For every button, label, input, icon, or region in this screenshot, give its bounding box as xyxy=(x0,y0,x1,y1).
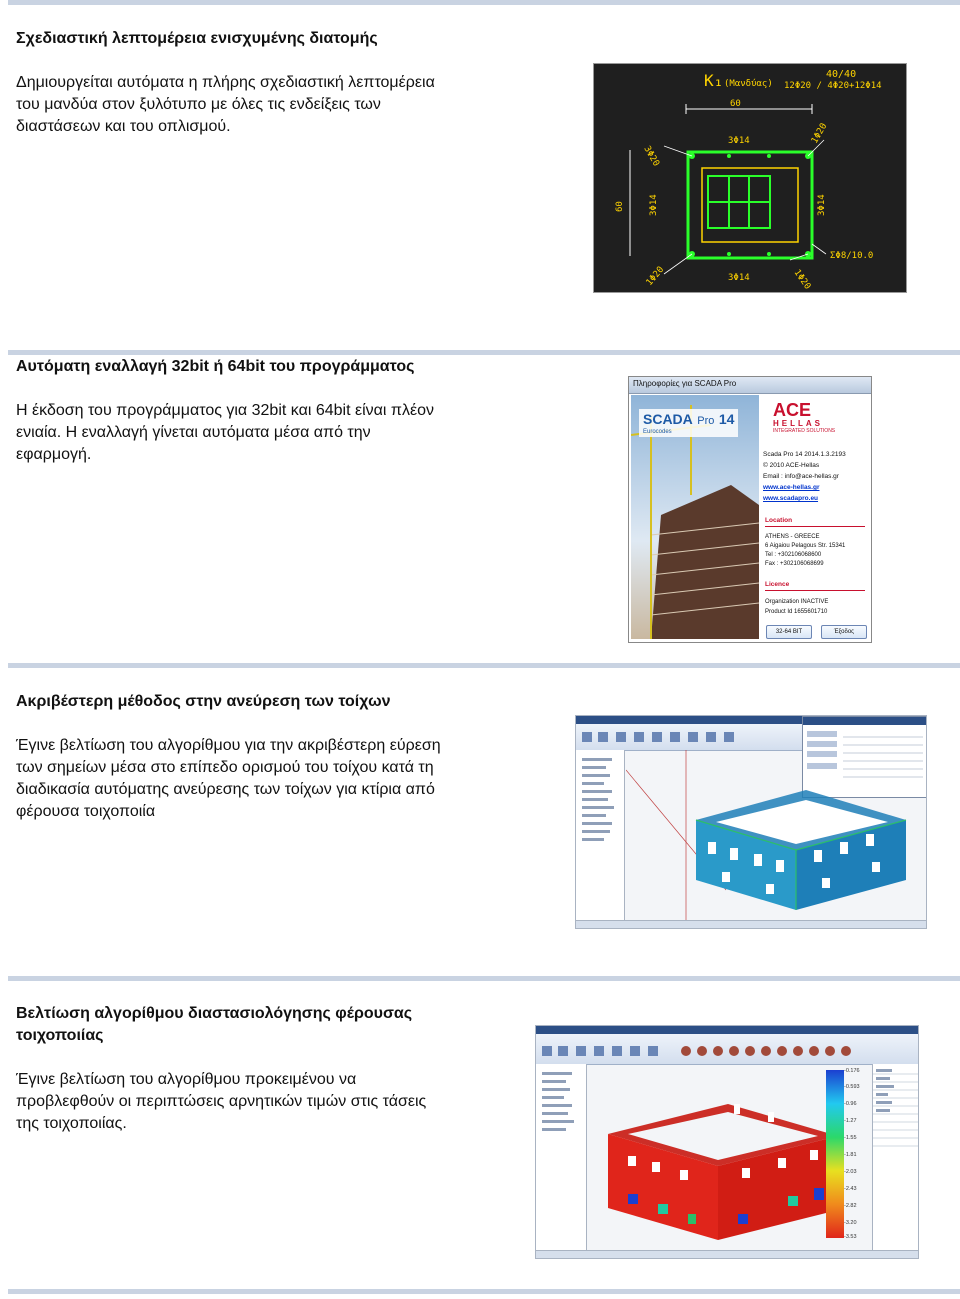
stress-results-screenshot xyxy=(535,1025,919,1259)
location-line: Tel : +302106068600 xyxy=(765,552,822,558)
app-statusbar xyxy=(576,920,926,929)
section-text-line: προβλεφθούν οι περιπτώσεις αρνητικών τιμών στις τάσεις xyxy=(16,1093,427,1110)
scada-name: SCADA xyxy=(643,411,693,427)
legend-value: -1.81 xyxy=(844,1152,857,1158)
section-text-line: του μανδύα στον ξυλότυπο με όλες τις ενδείξεις των xyxy=(16,96,381,113)
cad-drawing xyxy=(594,64,906,292)
about-dialog xyxy=(628,376,872,643)
cad-top-label: 3Φ14 xyxy=(728,136,750,146)
legend-value: -2.82 xyxy=(844,1203,857,1209)
app-tree-panel xyxy=(576,750,625,920)
section-wall-detection xyxy=(0,668,960,968)
licence-product-id: Product Id 1655601710 xyxy=(765,609,828,615)
section-title: Σχεδιαστική λεπτομέρεια ενισχυμένης διατομής xyxy=(16,30,378,47)
app-statusbar xyxy=(536,1250,918,1259)
about-email: Email : info@ace-hellas.gr xyxy=(763,473,839,480)
app-titlebar xyxy=(536,1026,918,1034)
wall-3d-model xyxy=(626,750,922,920)
scada-ver: 14 xyxy=(718,411,735,427)
legend-value: -0.96 xyxy=(844,1101,857,1107)
cad-column-sub: (Μανδύας) xyxy=(724,79,773,89)
location-header: Location xyxy=(765,517,865,527)
property-rows xyxy=(873,1064,919,1184)
section-text-line: ενιαία. Η εναλλαγή γίνεται αυτόματα μέσα από την xyxy=(16,424,371,441)
ace-brand-sub: HELLAS xyxy=(773,419,823,428)
about-link-ace[interactable]: www.ace-hellas.gr xyxy=(763,484,820,491)
section-text-line: Έγινε βελτίωση του αλγορίθμου για την ακριβέστερη εύρεση xyxy=(16,737,441,754)
section-title-cont: τοιχοποιίας xyxy=(16,1027,104,1044)
legend-value: -2.03 xyxy=(844,1169,857,1175)
location-line: 6 Aigaiou Pelagous Str. 15341 xyxy=(765,543,846,549)
section-masonry-design xyxy=(0,981,960,1281)
legend-value: -2.43 xyxy=(844,1186,857,1192)
exit-button[interactable]: Έξοδος xyxy=(821,625,867,639)
ribbon-icons xyxy=(576,724,796,750)
stress-3d-model xyxy=(588,1064,864,1250)
scada-sub: Eurocodes xyxy=(643,429,672,435)
tree-items xyxy=(576,750,624,870)
dialog-title: Πληροφορίες για SCADA Pro xyxy=(633,379,737,388)
section-title: Αυτόματη εναλλαγή 32bit ή 64bit του προγράμματος xyxy=(16,358,415,375)
section-text-line: της τοιχοποιίας. xyxy=(16,1115,127,1132)
stress-color-legend xyxy=(826,1070,844,1238)
cad-corner-tr: 1Φ20 xyxy=(809,121,830,146)
section-text-line: φέρουσα τοιχοποιία xyxy=(16,803,156,820)
legend-values xyxy=(844,1068,872,1240)
legend-value: -3.20 xyxy=(844,1220,857,1226)
legend-value: -3.53 xyxy=(844,1234,857,1240)
building-image xyxy=(631,395,759,639)
cad-left-label: 3Φ14 xyxy=(649,194,659,216)
licence-info xyxy=(765,597,869,617)
location-line: ATHENS - GREECE xyxy=(765,534,820,540)
section-text-line: διαδικασία αυτόματης ανεύρεσης των τοίχων για κτίρια από xyxy=(16,781,435,798)
section-text-line: Η έκδοση του προγράμματος για 32bit και 64bit είναι πλέον xyxy=(16,402,434,419)
ace-brand: ACE xyxy=(773,400,812,420)
bottom-divider xyxy=(8,1289,960,1294)
cad-dims: 40/40 xyxy=(826,69,857,80)
properties-panel xyxy=(872,1064,919,1250)
tree-items xyxy=(536,1064,586,1164)
about-info xyxy=(763,449,869,504)
section-title: Βελτίωση αλγορίθμου διαστασιολόγησης φέρουσας xyxy=(16,1005,413,1022)
section-bit-switch xyxy=(0,355,960,655)
section-text-line: των σημείων μέσα στο επίπεδο ορισμού του τοίχου κατά τη xyxy=(16,759,434,776)
cad-stirrup: ΣΦ8/10.0 xyxy=(830,251,874,261)
licence-org: Organization INACTIVE xyxy=(765,599,829,605)
section-title: Ακριβέστερη μέθοδος στην ανεύρεση των τοίχων xyxy=(16,693,391,710)
about-link-scada[interactable]: www.scadapro.eu xyxy=(763,495,819,502)
about-version: Scada Pro 14 2014.1.3.2193 xyxy=(763,451,846,458)
section-text-line: διαστάσεων και του οπλισμού. xyxy=(16,118,231,135)
legend-value: -0.176 xyxy=(844,1068,860,1074)
cad-corner-br: 1Φ20 xyxy=(791,267,813,292)
cad-bottom-label: 3Φ14 xyxy=(728,273,750,283)
bit-switch-button[interactable]: 32-64 BIT xyxy=(766,625,812,639)
section-text-line: Δημιουργείται αυτόματα η πλήρης σχεδιαστική λεπτομέρεια xyxy=(16,74,435,91)
cad-column-label: K₁ xyxy=(704,71,724,90)
location-info xyxy=(765,533,869,569)
scada-pro: Pro xyxy=(697,415,715,427)
scada-logo xyxy=(639,409,738,437)
cad-detail-figure xyxy=(593,63,907,293)
cad-height-dim: 60 xyxy=(615,201,625,212)
ribbon-icons xyxy=(536,1034,918,1064)
cad-rebar-main: 12Φ20 / 4Φ20+12Φ14 xyxy=(784,81,882,91)
section-text-line: Έγινε βελτίωση του αλγορίθμου προκειμένου να xyxy=(16,1071,357,1088)
section-reinforced-detail xyxy=(0,0,960,340)
legend-value: -1.27 xyxy=(844,1118,857,1124)
cad-corner-bl: 1Φ20 xyxy=(644,264,667,288)
licence-header: Licence xyxy=(765,581,865,591)
cad-corner-tl: 3Φ20 xyxy=(641,144,661,169)
cad-right-label: 3Φ14 xyxy=(817,194,827,216)
about-copyright: © 2010 ACE-Hellas xyxy=(763,462,820,469)
wall-detection-screenshot xyxy=(575,715,927,929)
ace-logo xyxy=(773,401,869,441)
app-tree-panel xyxy=(536,1064,587,1250)
legend-value: -1.55 xyxy=(844,1135,857,1141)
legend-value: -0.593 xyxy=(844,1084,860,1090)
location-line: Fax : +302106068699 xyxy=(765,561,824,567)
ace-tagline: INTEGRATED SOLUTIONS xyxy=(773,428,836,434)
cad-rebar-grid xyxy=(708,176,770,228)
dialog-titlebar xyxy=(629,377,871,394)
app-ribbon xyxy=(536,1034,918,1065)
cad-width-dim: 60 xyxy=(730,99,741,109)
section-text-line: εφαρμογή. xyxy=(16,446,92,463)
